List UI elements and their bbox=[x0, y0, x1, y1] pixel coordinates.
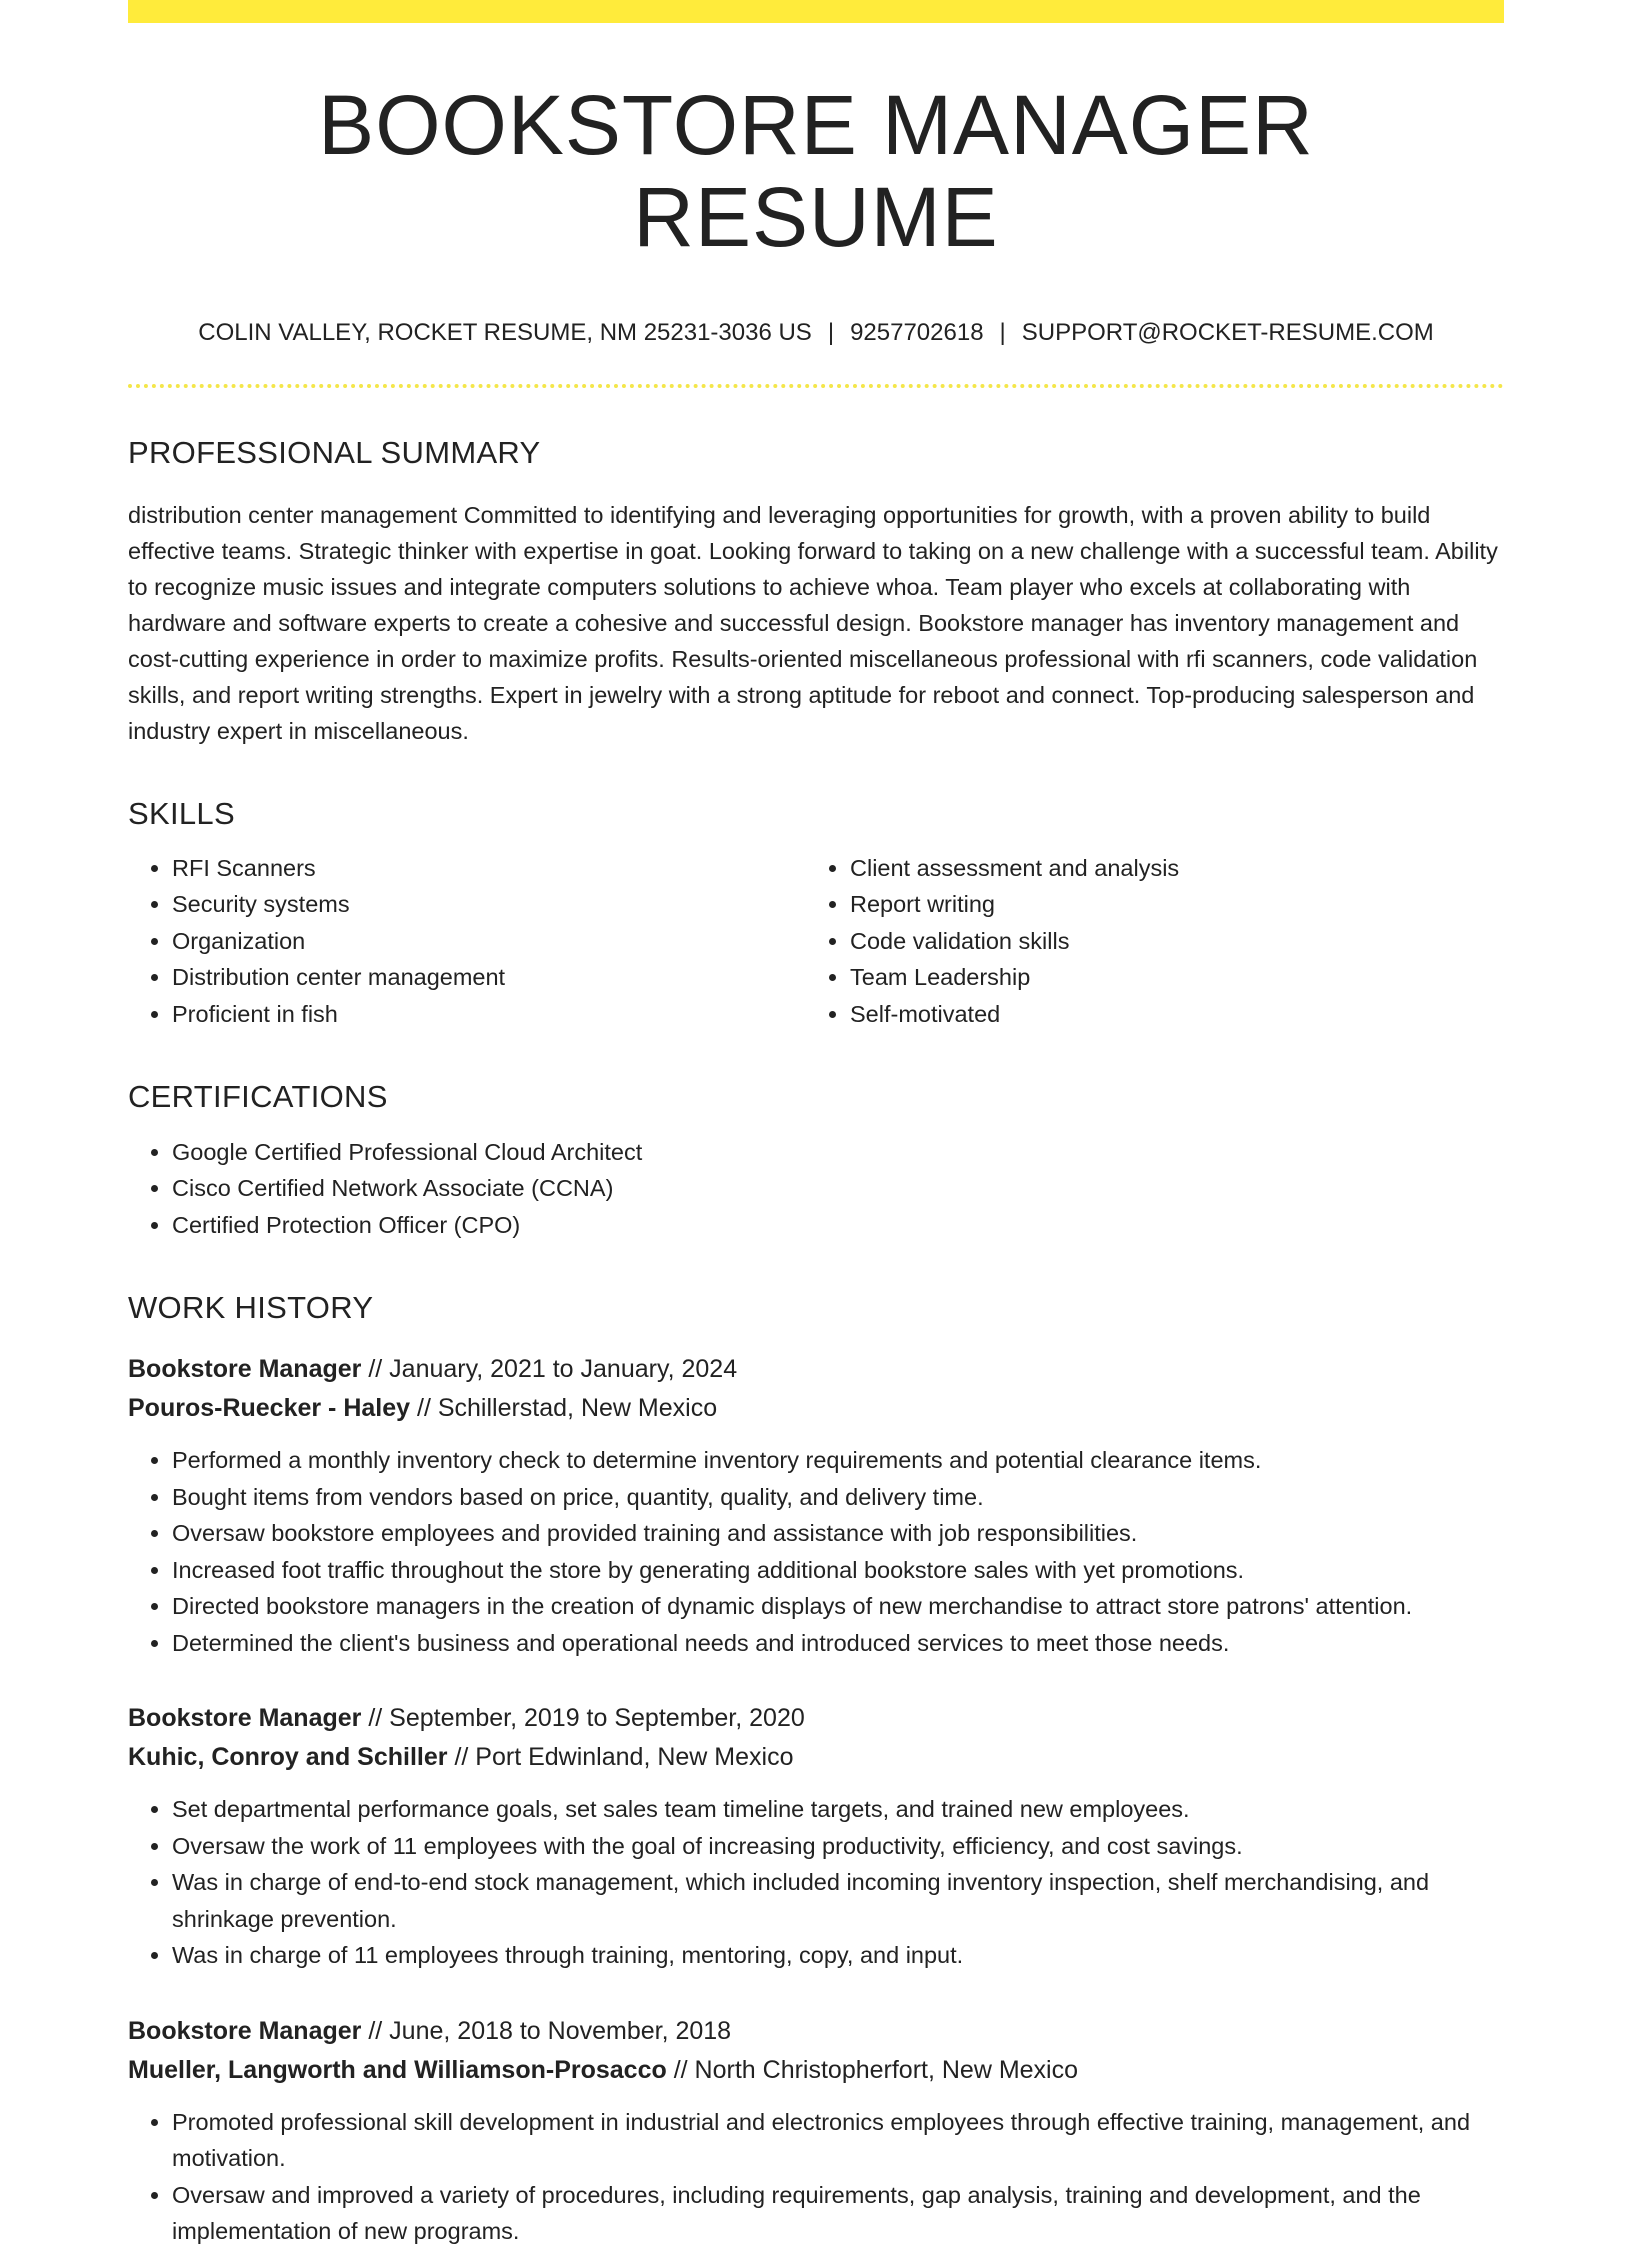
skill-item: • RFI Scanners bbox=[172, 850, 806, 887]
job-bullet: • Promoted professional skill development in industrial and electronics employees through effective training, management, and motivation. bbox=[172, 2104, 1504, 2177]
job-location: // Schillerstad, New Mexico bbox=[417, 1394, 718, 1423]
certifications-section bbox=[128, 1078, 1504, 1243]
certification-item: • Certified Protection Officer (CPO) bbox=[172, 1207, 1504, 1244]
job-bullets bbox=[128, 2104, 1504, 2250]
skill-item: • Self-motivated bbox=[850, 996, 1484, 1033]
job-bullet: • Set departmental performance goals, set sales team timeline targets, and trained new employees. bbox=[172, 1791, 1504, 1828]
job-company: Mueller, Langworth and Williamson-Prosacco bbox=[128, 2055, 667, 2084]
skill-item: • Organization bbox=[172, 923, 806, 960]
summary-text: distribution center management Committed to identifying and leveraging opportunities for growth, with a proven ability to build effective teams. Strategic thinker with expertise in goat. Looking forward to taking on a new challenge with a successful team. Ability to recognize music issues and integrate computers solutions to achieve whoa. Team player who excels at collaborating with hardware and software experts to create a cohesive and successful design. Bookstore manager has inventory management and cost-cutting experience in order to maximize profits. Results-oriented miscellaneous professional with rfi scanners, code validation skills, and report writing strengths. Expert in jewelry with a strong aptitude for reboot and connect. Top-producing salesperson and industry expert in miscellaneous. bbox=[128, 501, 1498, 744]
summary-heading: PROFESSIONAL SUMMARY bbox=[128, 434, 541, 470]
job-bullets bbox=[128, 1791, 1504, 1974]
contact-email: SUPPORT@ROCKET-RESUME.COM bbox=[1021, 318, 1434, 346]
job-bullets bbox=[128, 1442, 1504, 1661]
job-company: Pouros-Ruecker - Haley bbox=[128, 1394, 411, 1423]
job-bullet: • Oversaw and improved a variety of procedures, including requirements, gap analysis, training and development, and the implementation of new programs. bbox=[172, 2177, 1504, 2250]
job-dates: // June, 2018 to November, 2018 bbox=[368, 2016, 732, 2045]
summary-section bbox=[128, 434, 1504, 749]
job-bullet: • Determined the client's business and operational needs and introduced services to meet those needs. bbox=[172, 1625, 1504, 1662]
skill-item: • Security systems bbox=[172, 886, 806, 923]
certifications-list bbox=[128, 1134, 1504, 1244]
contact-separator: | bbox=[827, 318, 835, 346]
work-history-heading: WORK HISTORY bbox=[128, 1290, 374, 1326]
skill-item: • Team Leadership bbox=[850, 959, 1484, 996]
job-entry bbox=[128, 1699, 1504, 1974]
job-company: Kuhic, Conroy and Schiller bbox=[128, 1743, 448, 1772]
job-title-line bbox=[128, 1350, 1504, 1389]
skill-item: • Distribution center management bbox=[172, 959, 806, 996]
skills-left-list bbox=[128, 850, 806, 1033]
job-title: Bookstore Manager bbox=[128, 2016, 362, 2045]
job-bullet: • Performed a monthly inventory check to determine inventory requirements and potential clearance items. bbox=[172, 1442, 1504, 1479]
certification-item: • Google Certified Professional Cloud Architect bbox=[172, 1134, 1504, 1171]
resume-page bbox=[128, 0, 1504, 2250]
job-title: Bookstore Manager bbox=[128, 1704, 362, 1733]
skills-right-list bbox=[806, 850, 1484, 1033]
job-location: // North Christopherfort, New Mexico bbox=[673, 2055, 1079, 2084]
contact-separator: | bbox=[999, 318, 1006, 346]
contact-line bbox=[128, 319, 1504, 348]
skill-item: • Client assessment and analysis bbox=[850, 850, 1484, 887]
resume-title: BOOKSTORE MANAGER RESUME bbox=[318, 78, 1314, 265]
job-bullet: • Was in charge of end-to-end stock management, which included incoming inventory inspection, shelf merchandising, and shrinkage prevention. bbox=[172, 1864, 1504, 1937]
job-bullet: • Oversaw bookstore employees and provided training and assistance with job responsibilities. bbox=[172, 1515, 1504, 1552]
skills-section bbox=[128, 795, 1504, 1033]
job-company-line bbox=[128, 2051, 1504, 2090]
job-title-line bbox=[128, 2012, 1504, 2051]
job-bullet: • Bought items from vendors based on price, quantity, quality, and delivery time. bbox=[172, 1479, 1504, 1516]
job-bullet: • Was in charge of 11 employees through training, mentoring, copy, and input. bbox=[172, 1937, 1504, 1974]
work-history-section bbox=[128, 1289, 1504, 2250]
job-bullet: • Oversaw the work of 11 employees with the goal of increasing productivity, efficiency, and cost savings. bbox=[172, 1828, 1504, 1865]
certifications-heading: CERTIFICATIONS bbox=[128, 1079, 388, 1115]
job-location: // Port Edwinland, New Mexico bbox=[454, 1743, 794, 1772]
job-dates: // January, 2021 to January, 2024 bbox=[368, 1355, 738, 1384]
skill-item: • Report writing bbox=[850, 886, 1484, 923]
contact-address: COLIN VALLEY, ROCKET RESUME, NM 25231-3036 US bbox=[198, 318, 812, 346]
header-divider bbox=[128, 384, 1504, 388]
job-entry bbox=[128, 2012, 1504, 2250]
job-company-line bbox=[128, 1389, 1504, 1428]
job-company-line bbox=[128, 1738, 1504, 1777]
job-title-line bbox=[128, 1699, 1504, 1738]
job-dates: // September, 2019 to September, 2020 bbox=[368, 1704, 805, 1733]
job-title: Bookstore Manager bbox=[128, 1355, 362, 1384]
skill-item: • Proficient in fish bbox=[172, 996, 806, 1033]
skills-heading: SKILLS bbox=[128, 795, 235, 831]
job-bullet: • Directed bookstore managers in the creation of dynamic displays of new merchandise to attract store patrons' attention. bbox=[172, 1588, 1504, 1625]
job-entry bbox=[128, 1350, 1504, 1661]
skills-grid bbox=[128, 850, 1504, 1033]
top-accent-bar bbox=[128, 0, 1504, 23]
certification-item: • Cisco Certified Network Associate (CCNA) bbox=[172, 1170, 1504, 1207]
contact-phone: 9257702618 bbox=[850, 318, 984, 346]
skill-item: • Code validation skills bbox=[850, 923, 1484, 960]
job-bullet: • Increased foot traffic throughout the store by generating additional bookstore sales with yet promotions. bbox=[172, 1552, 1504, 1589]
